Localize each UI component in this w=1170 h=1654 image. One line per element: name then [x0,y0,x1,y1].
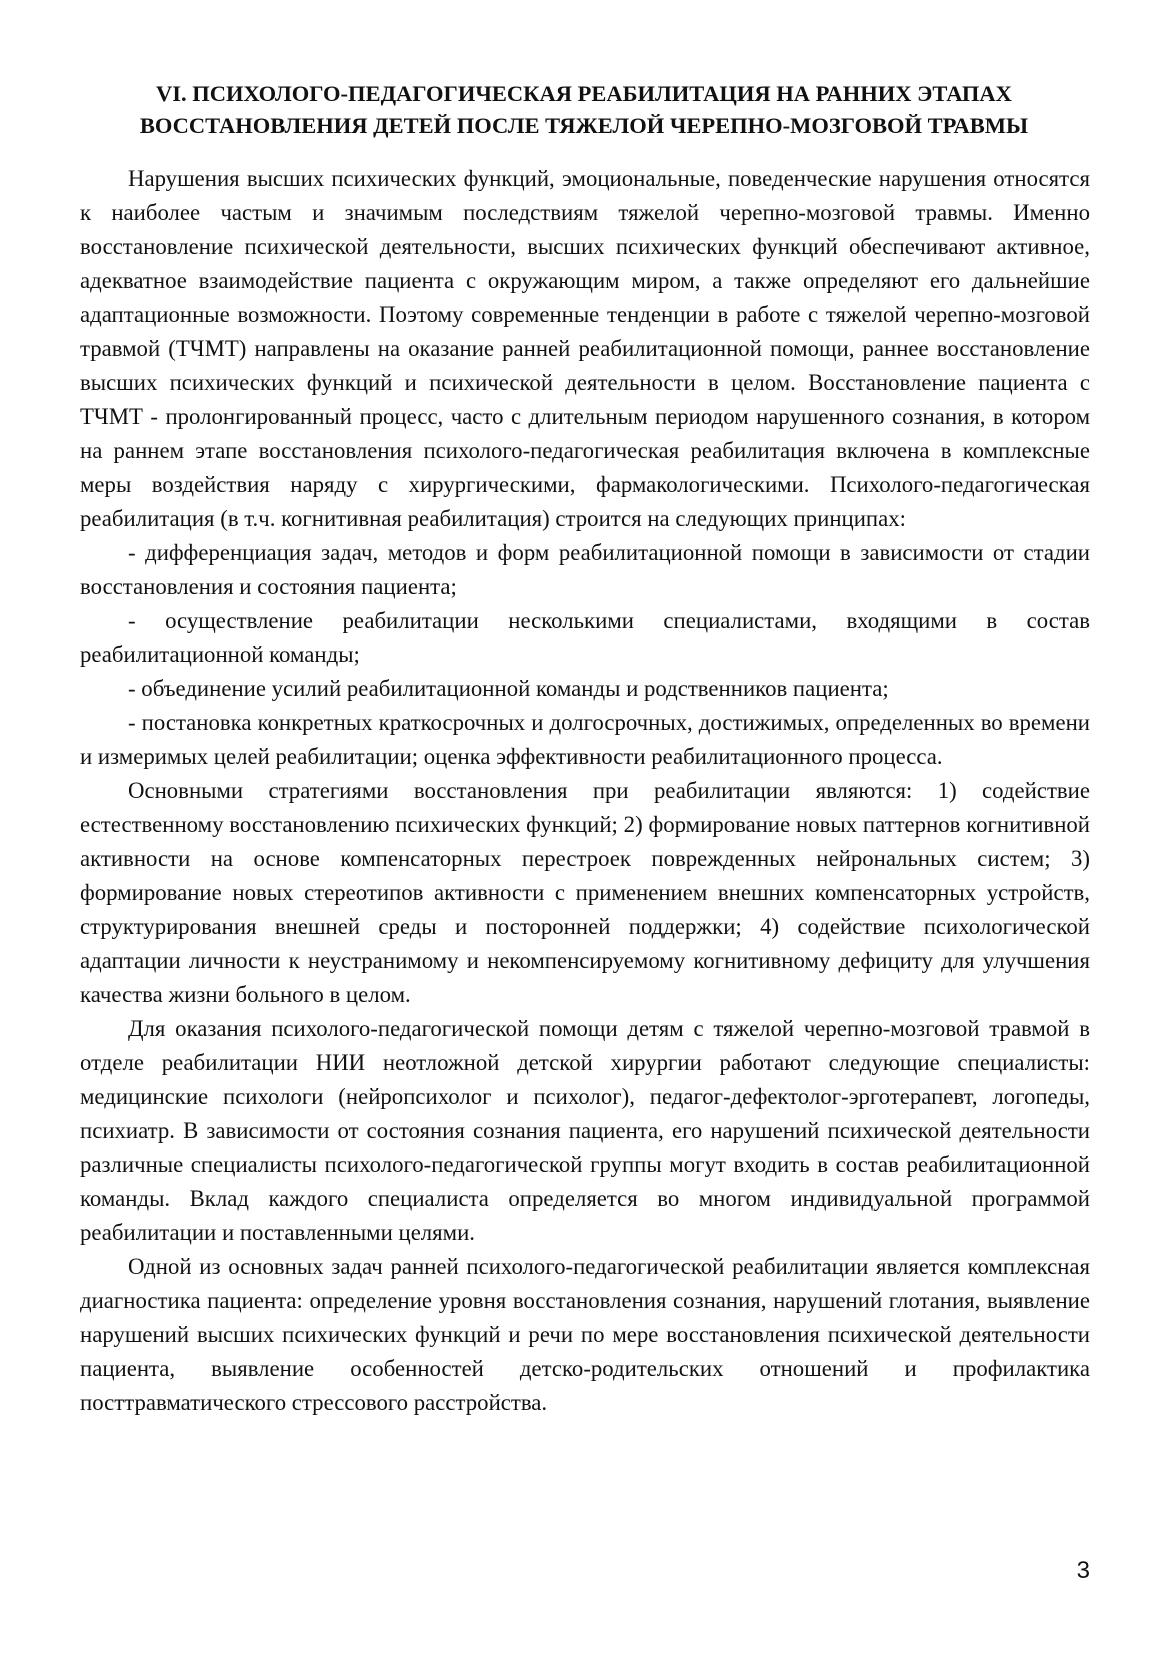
paragraph-intro: Нарушения высших психических функций, эмоциональные, поведенческие нарушения относятся к наиболее частым и значимым последствиям тяжелой черепно-мозговой травмы. Именно восстановление психической деятельности, высших психических функций обеспечивают активное, адекватное взаимодействие пациента с окружающим миром, а также определяют его дальнейшие адаптационные возможности. Поэтому современные тенденции в работе с тяжелой черепно-мозговой травмой (ТЧМТ) направлены на оказание ранней реабилитационной помощи, раннее восстановление высших психических функций и психической деятельности в целом. Восстановление пациента с ТЧМТ - пролонгированный процесс, часто с длительным периодом нарушенного сознания, в котором на раннем этапе восстановления психолого-педагогическая реабилитация включена в комплексные меры воздействия наряду с хирургическими, фармакологическими. Психолого-педагогическая реабилитация (в т.ч. когнитивная реабилитация) строится на следующих принципах: [80,166,1090,531]
principle-item-4: - постановка конкретных краткосрочных и долгосрочных, достижимых, определенных во времени и измеримых целей реабилитации; оценка эффективности реабилитационного процесса. [80,710,1090,769]
principle-item-3: - объединение усилий реабилитационной команды и родственников пациента; [128,676,889,701]
paragraph-diagnostics: Одной из основных задач ранней психолого-педагогической реабилитации является комплексная диагностика пациента: определение уровня восстановления сознания, нарушений глотания, выявление нарушений высших психических функций и речи по мере восстановления психической деятельности пациента, выявление особенностей детско-родительских отношений и профилактика посттравматического стрессового расстройства. [80,1254,1090,1415]
body-text [80,162,1090,1420]
paragraph-strategies: Основными стратегиями восстановления при реабилитации являются: 1) содействие естественному восстановлению психических функций; 2) формирование новых паттернов когнитивной активности на основе компенсаторных перестроек поврежденных нейрональных систем; 3) формирование новых стереотипов активности с применением внешних компенсаторных устройств, структурирования внешней среды и посторонней поддержки; 4) содействие психологической адаптации личности к неустранимому и некомпенсируемому когнитивному дефициту для улучшения качества жизни больного в целом. [80,778,1090,1007]
principle-item-1: - дифференциация задач, методов и форм реабилитационной помощи в зависимости от стадии восстановления и состояния пациента; [80,540,1090,599]
page-number: 3 [1076,1557,1090,1584]
principle-item-2: - осуществление реабилитации несколькими специалистами, входящими в состав реабилитационной команды; [80,608,1090,667]
section-heading [78,78,1090,142]
paragraph-specialists: Для оказания психолого-педагогической помощи детям с тяжелой черепно-мозговой травмой в отделе реабилитации НИИ неотложной детской хирургии работают следующие специалисты: медицинские психологи (нейропсихолог и психолог), педагог-дефектолог-эрготерапевт, логопеды, психиатр. В зависимости от состояния сознания пациента, его нарушений психической деятельности различные специалисты психолого-педагогической группы могут входить в состав реабилитационной команды. Вклад каждого специалиста определяется во многом индивидуальной программой реабилитации и поставленными целями. [80,1016,1090,1245]
section-heading-line-1: VI. ПСИХОЛОГО-ПЕДАГОГИЧЕСКАЯ РЕАБИЛИТАЦИЯ НА РАННИХ ЭТАПАХ [156,81,1012,106]
section-heading-line-2: ВОССТАНОВЛЕНИЯ ДЕТЕЙ ПОСЛЕ ТЯЖЕЛОЙ ЧЕРЕПНО-МОЗГОВОЙ ТРАВМЫ [139,113,1029,138]
